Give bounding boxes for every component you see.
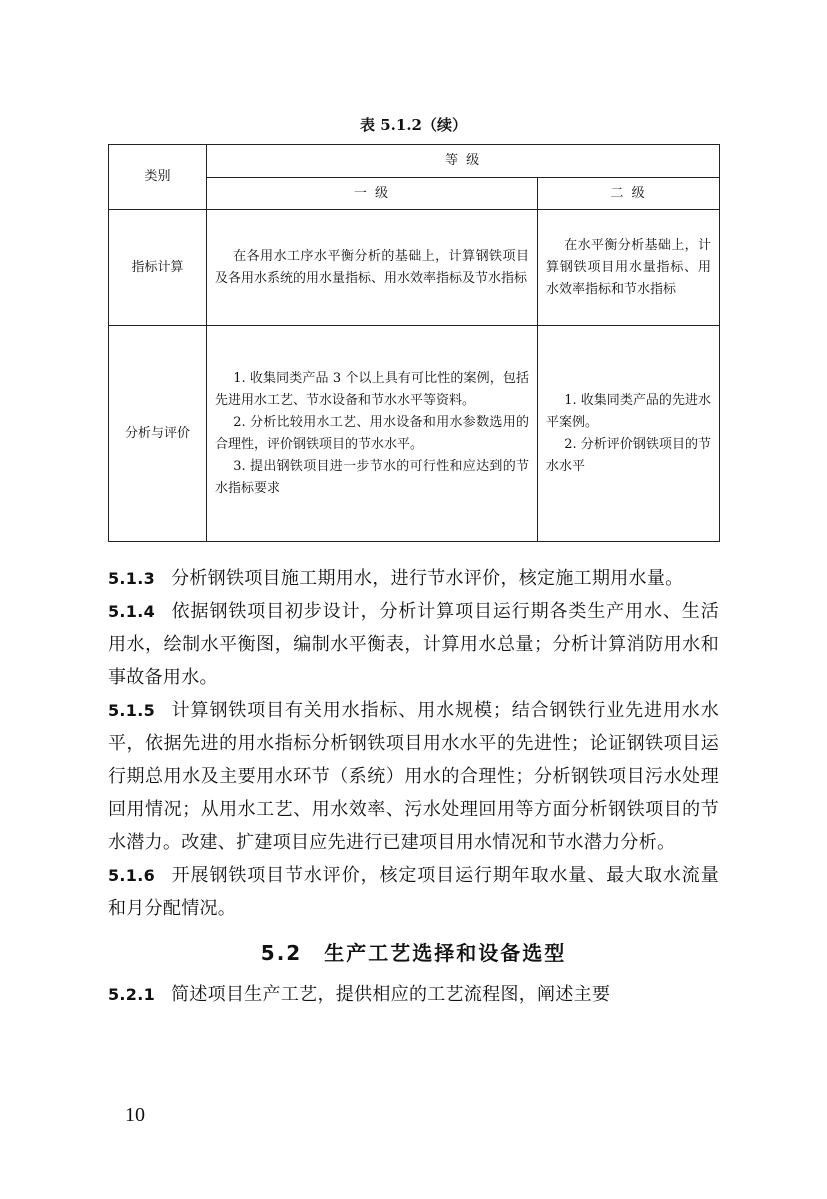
cell-paragraph: 2. 分析比较用水工艺、用水设备和用水参数选用的合理性，评价钢铁项目的节水水平。 — [215, 414, 529, 452]
clause — [108, 562, 719, 595]
table-row — [109, 326, 720, 542]
grade-header: 等 级 — [207, 145, 720, 178]
clause — [108, 859, 719, 925]
cell-paragraph: 3. 提出钢铁项目进一步节水的可行性和应达到的节水指标要求 — [215, 458, 529, 496]
row-level1-cell — [207, 210, 538, 326]
clause — [108, 694, 719, 859]
cell-paragraph: 1. 收集同类产品 3 个以上具有可比性的案例，包括先进用水工艺、节水设备和节水水平等资料。 — [215, 370, 529, 408]
section-title: 生产工艺选择和设备选型 — [324, 941, 567, 965]
main-text — [108, 562, 719, 1011]
clause-text: 计算钢铁项目有关用水指标、用水规模；结合钢铁行业先进用水水平，依据先进的用水指标分析钢铁项目用水水平的先进性；论证钢铁项目运行期总用水及主要用水环节（系统）用水的合理性；分析钢铁项目污水处理回用情况；从用水工艺、用水效率、污水处理回用等方面分析钢铁项目的节水潜力。改建、扩建项目应先进行已建项目用水情况和节水潜力分析。 — [108, 700, 719, 853]
level2-header: 二 级 — [538, 178, 720, 210]
category-header: 类别 — [109, 145, 207, 210]
clause-number: 5.2.1 — [108, 985, 156, 1004]
cell-paragraph: 2. 分析评价钢铁项目的节水水平 — [546, 436, 712, 474]
row-level2-cell — [538, 210, 720, 326]
clause-text: 分析钢铁项目施工期用水，进行节水评价，核定施工期用水量。 — [171, 568, 684, 589]
clause-text: 开展钢铁项目节水评价，核定项目运行期年取水量、最大取水流量和月分配情况。 — [108, 865, 719, 919]
cell-paragraph: 1. 收集同类产品的先进水平案例。 — [546, 392, 712, 430]
clause-text: 依据钢铁项目初步设计，分析计算项目运行期各类生产用水、生活用水，绘制水平衡图，编制水平衡表，计算用水总量；分析计算消防用水和事故备用水。 — [108, 601, 719, 688]
clause — [108, 978, 719, 1011]
clause-number: 5.1.4 — [108, 602, 156, 621]
row-category: 指标计算 — [109, 210, 207, 326]
level1-header: 一 级 — [207, 178, 538, 210]
row-category: 分析与评价 — [109, 326, 207, 542]
cell-paragraph: 在各用水工序水平衡分析的基础上，计算钢铁项目及各用水系统的用水量指标、用水效率指标及节水指标 — [215, 248, 529, 286]
row-level1-cell — [207, 326, 538, 542]
clause-text: 简述项目生产工艺，提供相应的工艺流程图，阐述主要 — [171, 984, 611, 1005]
section-number: 5.2 — [260, 941, 303, 965]
grade-table — [108, 144, 720, 542]
table-caption: 表 5.1.2（续） — [360, 116, 467, 134]
section-heading — [108, 937, 719, 970]
page-number: 10 — [125, 1104, 145, 1126]
clause-number: 5.1.3 — [108, 569, 156, 588]
clause-number: 5.1.6 — [108, 866, 156, 885]
table-row — [109, 210, 720, 326]
cell-paragraph: 在水平衡分析基础上，计算钢铁项目用水量指标、用水效率指标和节水指标 — [546, 237, 712, 297]
clause — [108, 595, 719, 694]
clause-number: 5.1.5 — [108, 701, 156, 720]
row-level2-cell — [538, 326, 720, 542]
